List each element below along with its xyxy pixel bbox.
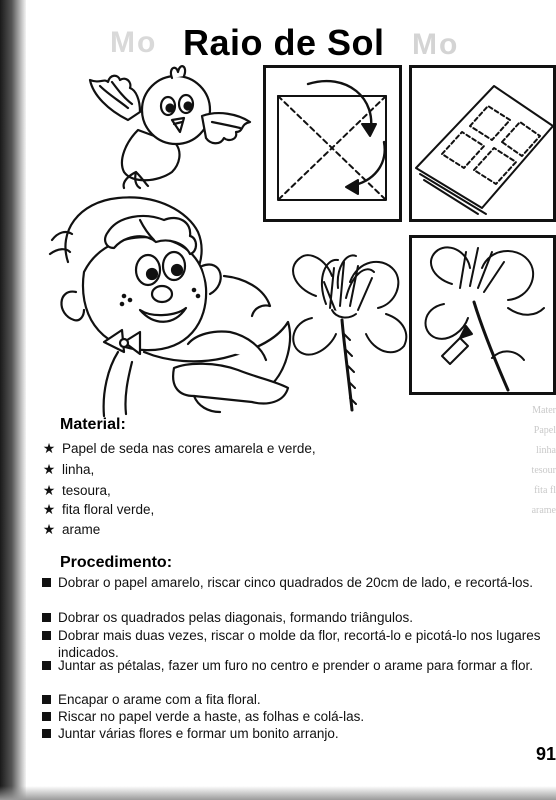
procedure-heading: Procedimento:	[60, 554, 173, 571]
material-item	[42, 501, 154, 518]
procedure-step-text: Juntar as pétalas, fazer um furo no centro e prender o arame para formar a flor.	[58, 658, 533, 673]
bleed-through-line: tesour	[531, 465, 556, 476]
procedure-step	[42, 691, 556, 708]
page-bottom-shadow	[0, 786, 556, 800]
procedure-step-text: Dobrar mais duas vezes, riscar o molde da flor, recortá-lo e picotá-lo nos lugares indicados.	[58, 628, 541, 660]
procedure-step-text: Dobrar os quadrados pelas diagonais, formando triângulos.	[58, 610, 413, 625]
flower-illustration	[286, 248, 410, 414]
procedure-step-text: Riscar no papel verde a haste, as folhas e colá-las.	[58, 709, 365, 724]
material-item-label: arame	[62, 522, 101, 537]
finished-flower-with-glue-diagram	[412, 238, 553, 392]
square-bullet-icon	[42, 712, 51, 721]
bird-illustration	[88, 60, 258, 190]
material-item-label: tesoura,	[62, 483, 111, 498]
procedure-step	[42, 609, 556, 626]
procedure-step	[42, 574, 556, 591]
material-item	[42, 461, 94, 478]
procedure-step	[42, 627, 556, 661]
square-bullet-icon	[42, 613, 51, 622]
folding-square-diagram	[266, 68, 399, 219]
procedure-step	[42, 657, 556, 674]
drawing-squares-diagram	[412, 68, 553, 219]
material-heading: Material:	[60, 416, 126, 433]
star-icon: ★	[42, 461, 56, 477]
material-item-label: Papel de seda nas cores amarela e verde,	[62, 441, 316, 456]
boy-character-illustration	[48, 192, 298, 418]
bleed-through-line: arame	[531, 505, 556, 516]
procedure-step	[42, 708, 556, 725]
procedure-step-text: Juntar várias flores e formar um bonito arranjo.	[58, 726, 339, 741]
bleed-through-line: Mater	[532, 405, 556, 416]
bleed-through-line: fita fl	[534, 485, 556, 496]
book-spine-shadow	[0, 0, 26, 800]
square-bullet-icon	[42, 578, 51, 587]
material-item-label: fita floral verde,	[62, 502, 155, 517]
star-icon: ★	[42, 482, 56, 498]
step-panel-fold	[263, 65, 402, 222]
ghost-title-right: Mo	[412, 28, 460, 61]
bleed-through-line: Papel	[533, 425, 556, 436]
procedure-step-text: Dobrar o papel amarelo, riscar cinco quadrados de 20cm de lado, e recortá-los.	[58, 575, 533, 590]
page-title: Raio de Sol	[183, 22, 385, 63]
procedure-step	[42, 725, 556, 742]
procedure-step-text: Encapar o arame com a fita floral.	[58, 692, 261, 707]
material-item	[42, 482, 111, 499]
material-item	[42, 521, 100, 538]
step-panel-squares	[409, 65, 556, 222]
material-item	[42, 440, 316, 457]
star-icon: ★	[42, 521, 56, 537]
star-icon: ★	[42, 440, 56, 456]
ghost-title-left: Mo	[110, 26, 158, 59]
step-panel-glue	[409, 235, 556, 395]
square-bullet-icon	[42, 631, 51, 640]
bleed-through-line: linha	[536, 445, 556, 456]
page-number: 91	[535, 744, 556, 764]
square-bullet-icon	[42, 729, 51, 738]
square-bullet-icon	[42, 661, 51, 670]
material-item-label: linha,	[62, 462, 95, 477]
star-icon: ★	[42, 501, 56, 517]
square-bullet-icon	[42, 695, 51, 704]
